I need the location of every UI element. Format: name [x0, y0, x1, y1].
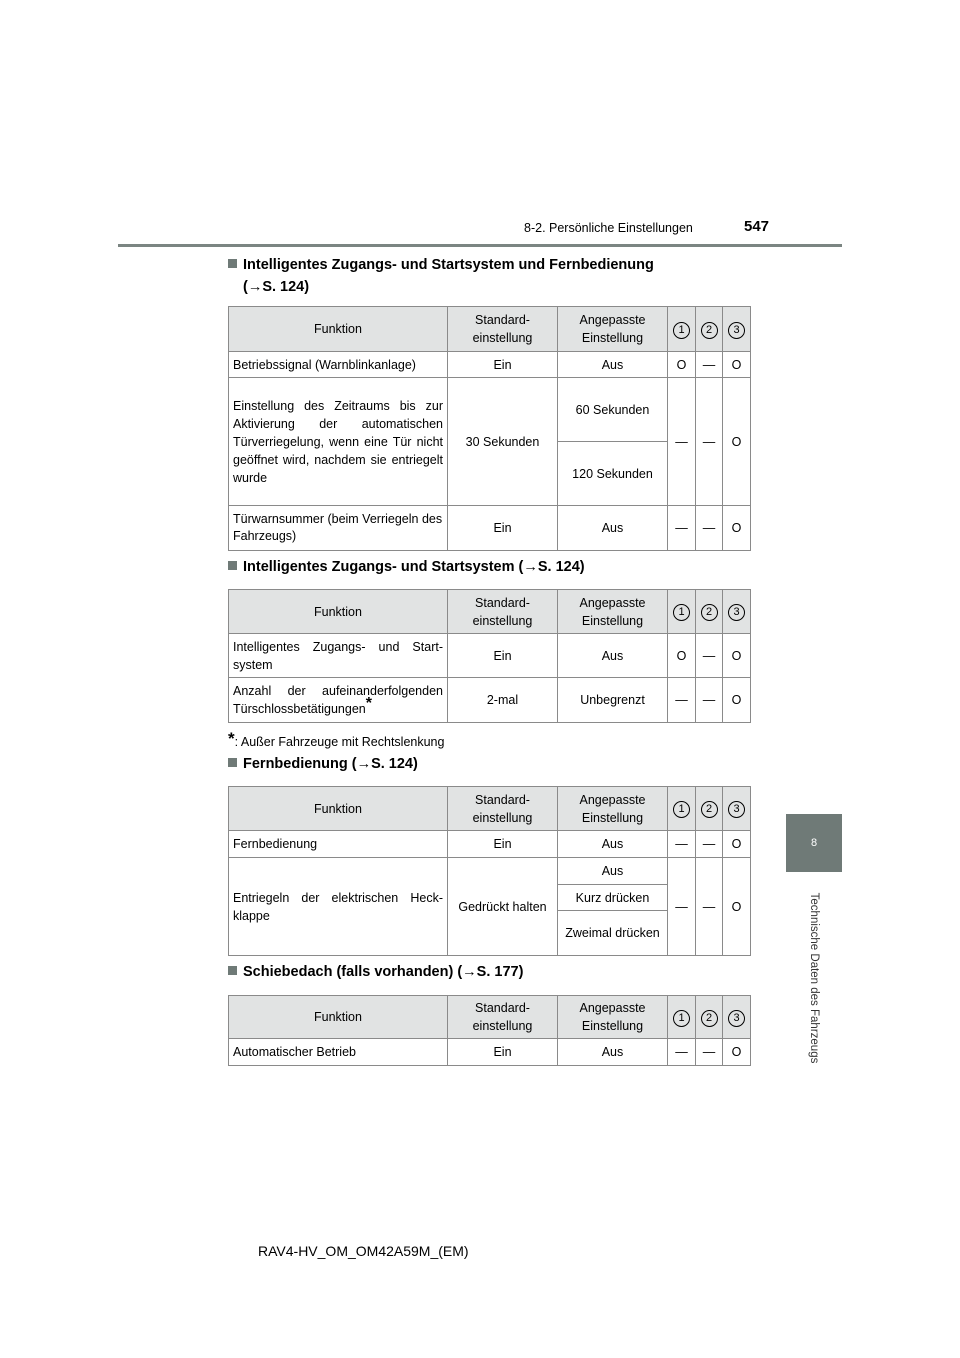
circled-number-1: 1	[673, 604, 690, 621]
section-title: Intelligentes Zugangs- und Startsystem (→S. 124)	[243, 559, 585, 575]
circled-number-2: 2	[701, 604, 718, 621]
circled-number-2: 2	[701, 1010, 718, 1027]
cell-custom: Aus	[558, 858, 668, 885]
section-title: Fernbedienung (→S. 124)	[243, 756, 418, 772]
table-row	[229, 1039, 751, 1066]
cell-c1: O	[668, 634, 696, 678]
section-title: Schiebedach (falls vorhanden) (→S. 177)	[243, 964, 524, 980]
cell-custom: Kurz drücken	[558, 885, 668, 911]
cell-c3: O	[723, 634, 751, 678]
cell-c3: O	[723, 506, 751, 551]
col-header-2	[696, 590, 723, 634]
settings-table	[228, 589, 751, 723]
cell-default: Gedrückt halten	[448, 858, 558, 956]
col-header-custom: Angepasste Einstellung	[558, 590, 668, 634]
col-header-function: Funktion	[229, 307, 448, 352]
cell-c3: O	[723, 678, 751, 723]
cell-c1: —	[668, 831, 696, 858]
circled-number-1: 1	[673, 1010, 690, 1027]
cell-function	[229, 678, 448, 723]
header-rule	[118, 244, 842, 247]
cell-custom: Aus	[558, 506, 668, 551]
col-header-3	[723, 307, 751, 352]
cell-c1: —	[668, 506, 696, 551]
cell-c2: —	[696, 678, 723, 723]
cell-c1: —	[668, 858, 696, 956]
settings-table	[228, 786, 751, 956]
cell-c3: O	[723, 858, 751, 956]
cell-c3: O	[723, 378, 751, 506]
cell-custom	[558, 911, 668, 956]
circled-number-1: 1	[673, 801, 690, 818]
circled-number-1: 1	[673, 322, 690, 339]
cell-custom: Aus	[558, 831, 668, 858]
table-row	[229, 506, 751, 551]
bullet-square-icon	[228, 561, 237, 570]
circled-number-2: 2	[701, 801, 718, 818]
footnote-mark: *	[228, 729, 235, 748]
table-row	[229, 634, 751, 678]
col-header-1	[668, 307, 696, 352]
col-header-function: Funktion	[229, 590, 448, 634]
col-header-function: Funktion	[229, 996, 448, 1039]
cell-function: Türwarnsummer (beim Verriegeln des Fahrzeugs)	[229, 506, 448, 551]
section-heading	[228, 556, 585, 578]
cell-custom: Unbegrenzt	[558, 678, 668, 723]
col-header-3	[723, 996, 751, 1039]
cell-c2: —	[696, 858, 723, 956]
cell-custom: Aus	[558, 1039, 668, 1066]
cell-function: Entriegeln der elektrischen Heck-klappe	[229, 858, 448, 956]
cell-c3: O	[723, 831, 751, 858]
col-header-default: Standard-einstellung	[448, 307, 558, 352]
cell-c3: O	[723, 352, 751, 378]
section-heading	[228, 254, 654, 298]
col-header-2	[696, 787, 723, 831]
col-header-function: Funktion	[229, 787, 448, 831]
cell-default: Ein	[448, 634, 558, 678]
cell-default: Ein	[448, 506, 558, 551]
circled-number-3: 3	[728, 801, 745, 818]
footnote-marker: *	[365, 694, 372, 712]
cell-c2: —	[696, 378, 723, 506]
cell-c2: —	[696, 1039, 723, 1066]
table-row	[229, 352, 751, 378]
col-header-3	[723, 590, 751, 634]
settings-table	[228, 995, 751, 1066]
cell-c2: —	[696, 506, 723, 551]
cell-c1: —	[668, 1039, 696, 1066]
table-row	[229, 678, 751, 723]
cell-function: Intelligentes Zugangs- und Start-system	[229, 634, 448, 678]
cell-custom: 120 Sekunden	[558, 442, 668, 506]
circled-number-3: 3	[728, 604, 745, 621]
col-header-2	[696, 307, 723, 352]
cell-function: Einstellung des Zeitraums bis zur Aktivierung der automatischen Türverriegelung, wenn eine Tür nicht geöffnet wird, nachdem sie entriegelt wurde	[229, 378, 448, 506]
cell-c2: —	[696, 831, 723, 858]
bullet-square-icon	[228, 259, 237, 268]
section-heading	[228, 961, 523, 983]
chapter-tab	[786, 814, 842, 872]
cell-function-text: Anzahl der aufeinanderfolgenden Türschlossbetätigungen	[233, 684, 443, 716]
cell-default: Ein	[448, 831, 558, 858]
cell-c1: O	[668, 352, 696, 378]
col-header-custom: Angepasste Einstellung	[558, 307, 668, 352]
col-header-2	[696, 996, 723, 1039]
chapter-number: 8	[810, 837, 818, 849]
circled-number-3: 3	[728, 1010, 745, 1027]
cell-default: Ein	[448, 352, 558, 378]
cell-default: 30 Sekunden	[448, 378, 558, 506]
col-header-custom: Angepasste Einstellung	[558, 996, 668, 1039]
bullet-square-icon	[228, 966, 237, 975]
cell-function: Betriebssignal (Warnblinkanlage)	[229, 352, 448, 378]
cell-custom: Aus	[558, 352, 668, 378]
chapter-label-text: Technische Daten des Fahrzeugs	[808, 892, 820, 1064]
circled-number-2: 2	[701, 322, 718, 339]
footnote	[228, 729, 444, 749]
col-header-1	[668, 787, 696, 831]
chapter-label	[804, 882, 824, 1074]
col-header-default: Standard-einstellung	[448, 590, 558, 634]
document-code: RAV4-HV_OM_OM42A59M_(EM)	[258, 1243, 469, 1259]
cell-c2: —	[696, 352, 723, 378]
cell-default: Ein	[448, 1039, 558, 1066]
cell-c1: —	[668, 678, 696, 723]
cell-function: Automatischer Betrieb	[229, 1039, 448, 1066]
settings-table	[228, 306, 751, 551]
table-row	[229, 378, 751, 442]
cell-custom-text: Zweimal drücken	[565, 926, 660, 940]
table-row	[229, 831, 751, 858]
col-header-default: Standard-einstellung	[448, 996, 558, 1039]
cell-default: 2-mal	[448, 678, 558, 723]
section-title: Intelligentes Zugangs- und Startsystem und Fernbedienung	[243, 257, 654, 273]
cell-function: Fernbedienung	[229, 831, 448, 858]
cell-custom: Aus	[558, 634, 668, 678]
circled-number-3: 3	[728, 322, 745, 339]
col-header-1	[668, 590, 696, 634]
section-header: 8-2. Persönliche Einstellungen	[524, 221, 693, 235]
col-header-default: Standard-einstellung	[448, 787, 558, 831]
col-header-3	[723, 787, 751, 831]
page-number: 547	[744, 218, 770, 235]
section-heading	[228, 753, 418, 775]
cell-custom: 60 Sekunden	[558, 378, 668, 442]
cell-c1: —	[668, 378, 696, 506]
bullet-square-icon	[228, 758, 237, 767]
footnote-text: : Außer Fahrzeuge mit Rechtslenkung	[234, 735, 445, 749]
cell-c2: —	[696, 634, 723, 678]
cell-c3: O	[723, 1039, 751, 1066]
section-reference: (→S. 124)	[243, 279, 310, 295]
col-header-custom: Angepasste Einstellung	[558, 787, 668, 831]
table-row	[229, 858, 751, 885]
col-header-1	[668, 996, 696, 1039]
